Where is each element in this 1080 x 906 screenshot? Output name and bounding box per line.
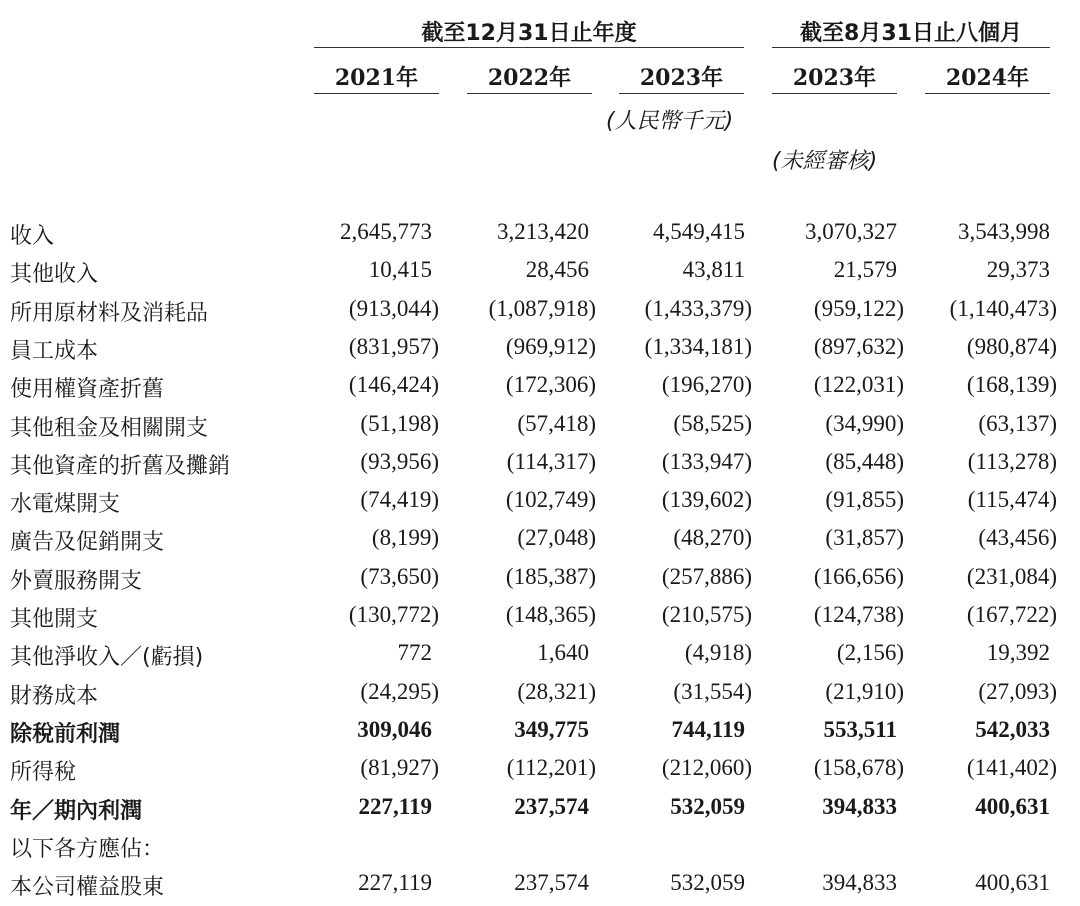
cell-value: (196,270): [661, 372, 752, 397]
cell-value: (148,365): [505, 602, 596, 627]
row-label: 年／期內利潤: [10, 799, 143, 824]
cell-value: 553,511: [823, 717, 897, 742]
column-header-2023-fy: 2023年: [639, 65, 724, 91]
cell-value: (1,087,918): [488, 296, 596, 321]
cell-value: (185,387): [505, 564, 596, 589]
cell-value: (58,525): [673, 411, 752, 436]
cell-value: 19,392: [986, 640, 1050, 665]
cell-value: (4,918): [684, 640, 752, 665]
unaudited-note: (未經審核): [772, 149, 878, 174]
cell-value: (27,048): [517, 525, 596, 550]
row-label: 以下各方應佔：: [10, 837, 165, 862]
row-label: 收入: [10, 224, 55, 249]
cell-value: 400,631: [975, 870, 1050, 895]
cell-value: 10,415: [368, 257, 432, 282]
cell-value: (897,632): [813, 334, 904, 359]
row-label: 所得稅: [10, 760, 77, 785]
cell-value: (63,137): [978, 411, 1057, 436]
row-label: 其他開支: [10, 607, 99, 632]
cell-value: (166,656): [813, 564, 904, 589]
cell-value: 744,119: [671, 717, 745, 742]
unit-note: (人民幣千元): [606, 109, 734, 134]
cell-value: 3,543,998: [958, 219, 1050, 244]
cell-value: 237,574: [514, 870, 589, 895]
cell-value: (102,749): [505, 487, 596, 512]
column-rule-2024-8m: [925, 93, 1050, 94]
cell-value: (1,140,473): [949, 296, 1057, 321]
row-label: 其他收入: [10, 262, 99, 287]
cell-value: (146,424): [348, 372, 439, 397]
cell-value: 532,059: [670, 794, 745, 819]
cell-value: (141,402): [966, 755, 1057, 780]
cell-value: (133,947): [661, 449, 752, 474]
cell-value: (130,772): [348, 602, 439, 627]
row-label: 外賣服務開支: [10, 569, 143, 594]
cell-value: 1,640: [537, 640, 589, 665]
cell-value: (158,678): [813, 755, 904, 780]
cell-value: (231,084): [966, 564, 1057, 589]
cell-value: 4,549,415: [653, 219, 745, 244]
cell-value: (74,419): [360, 487, 439, 512]
cell-value: 772: [397, 640, 432, 665]
row-label: 廣告及促銷開支: [10, 530, 165, 555]
row-label: 水電煤開支: [10, 492, 121, 517]
column-header-2021: 2021年: [334, 65, 419, 91]
column-rule-2022: [467, 93, 592, 94]
cell-value: (34,990): [825, 411, 904, 436]
cell-value: (31,554): [673, 679, 752, 704]
cell-value: (959,122): [813, 296, 904, 321]
cell-value: (115,474): [967, 487, 1057, 512]
cell-value: (124,738): [813, 602, 904, 627]
cell-value: (969,912): [505, 334, 596, 359]
row-label: 本公司權益股東: [10, 875, 165, 900]
column-header-2023-8m: 2023年: [792, 65, 877, 91]
cell-value: (24,295): [360, 679, 439, 704]
cell-value: 2,645,773: [340, 219, 432, 244]
cell-value: (172,306): [505, 372, 596, 397]
cell-value: 43,811: [682, 257, 745, 282]
group-header-year-ended: 截至12月31日止年度: [421, 21, 637, 46]
cell-value: 394,833: [822, 794, 897, 819]
cell-value: (48,270): [673, 525, 752, 550]
cell-value: (81,927): [360, 755, 439, 780]
row-label: 其他租金及相關開支: [10, 416, 209, 441]
row-label: 使用權資產折舊: [10, 377, 165, 402]
cell-value: (21,910): [825, 679, 904, 704]
cell-value: (8,199): [371, 525, 439, 550]
cell-value: (210,575): [661, 602, 752, 627]
cell-value: (43,456): [978, 525, 1057, 550]
cell-value: (57,418): [517, 411, 596, 436]
cell-value: (167,722): [966, 602, 1057, 627]
row-label: 其他資產的折舊及攤銷: [10, 454, 231, 479]
column-header-2022: 2022年: [487, 65, 572, 91]
group-rule-year-ended: [314, 47, 744, 48]
cell-value: (114,317): [506, 449, 596, 474]
cell-value: 237,574: [514, 794, 589, 819]
cell-value: (91,855): [825, 487, 904, 512]
cell-value: (257,886): [661, 564, 752, 589]
cell-value: (113,278): [967, 449, 1057, 474]
cell-value: (122,031): [813, 372, 904, 397]
cell-value: (28,321): [517, 679, 596, 704]
cell-value: (139,602): [661, 487, 752, 512]
cell-value: 28,456: [525, 257, 589, 282]
cell-value: 3,213,420: [497, 219, 589, 244]
cell-value: 29,373: [986, 257, 1050, 282]
cell-value: (93,956): [360, 449, 439, 474]
column-rule-2023-fy: [619, 93, 744, 94]
cell-value: (913,044): [348, 296, 439, 321]
row-label: 所用原材料及消耗品: [10, 301, 209, 326]
cell-value: (831,957): [348, 334, 439, 359]
group-header-eight-months: 截至8月31日止八個月: [800, 21, 1022, 46]
group-rule-eight-months: [772, 47, 1050, 48]
cell-value: (2,156): [836, 640, 904, 665]
cell-value: 309,046: [357, 717, 432, 742]
cell-value: (27,093): [978, 679, 1057, 704]
cell-value: (31,857): [825, 525, 904, 550]
cell-value: 21,579: [833, 257, 897, 282]
cell-value: 227,119: [358, 870, 432, 895]
cell-value: (85,448): [825, 449, 904, 474]
cell-value: 542,033: [975, 717, 1050, 742]
cell-value: (51,198): [360, 411, 439, 436]
cell-value: 3,070,327: [805, 219, 897, 244]
row-label: 財務成本: [10, 684, 99, 709]
cell-value: 532,059: [670, 870, 745, 895]
row-label: 除稅前利潤: [10, 722, 121, 747]
cell-value: (1,334,181): [644, 334, 752, 359]
column-rule-2023-8m: [772, 93, 897, 94]
column-header-2024-8m: 2024年: [945, 65, 1030, 91]
cell-value: 394,833: [822, 870, 897, 895]
cell-value: 349,775: [514, 717, 589, 742]
cell-value: (168,139): [966, 372, 1057, 397]
row-label: 員工成本: [10, 339, 99, 364]
row-label: 其他淨收入／(虧損): [10, 645, 204, 670]
column-rule-2021: [314, 93, 439, 94]
cell-value: (980,874): [966, 334, 1057, 359]
cell-value: (212,060): [661, 755, 752, 780]
cell-value: (73,650): [360, 564, 439, 589]
cell-value: 400,631: [975, 794, 1050, 819]
cell-value: (1,433,379): [644, 296, 752, 321]
cell-value: 227,119: [358, 794, 432, 819]
cell-value: (112,201): [506, 755, 596, 780]
